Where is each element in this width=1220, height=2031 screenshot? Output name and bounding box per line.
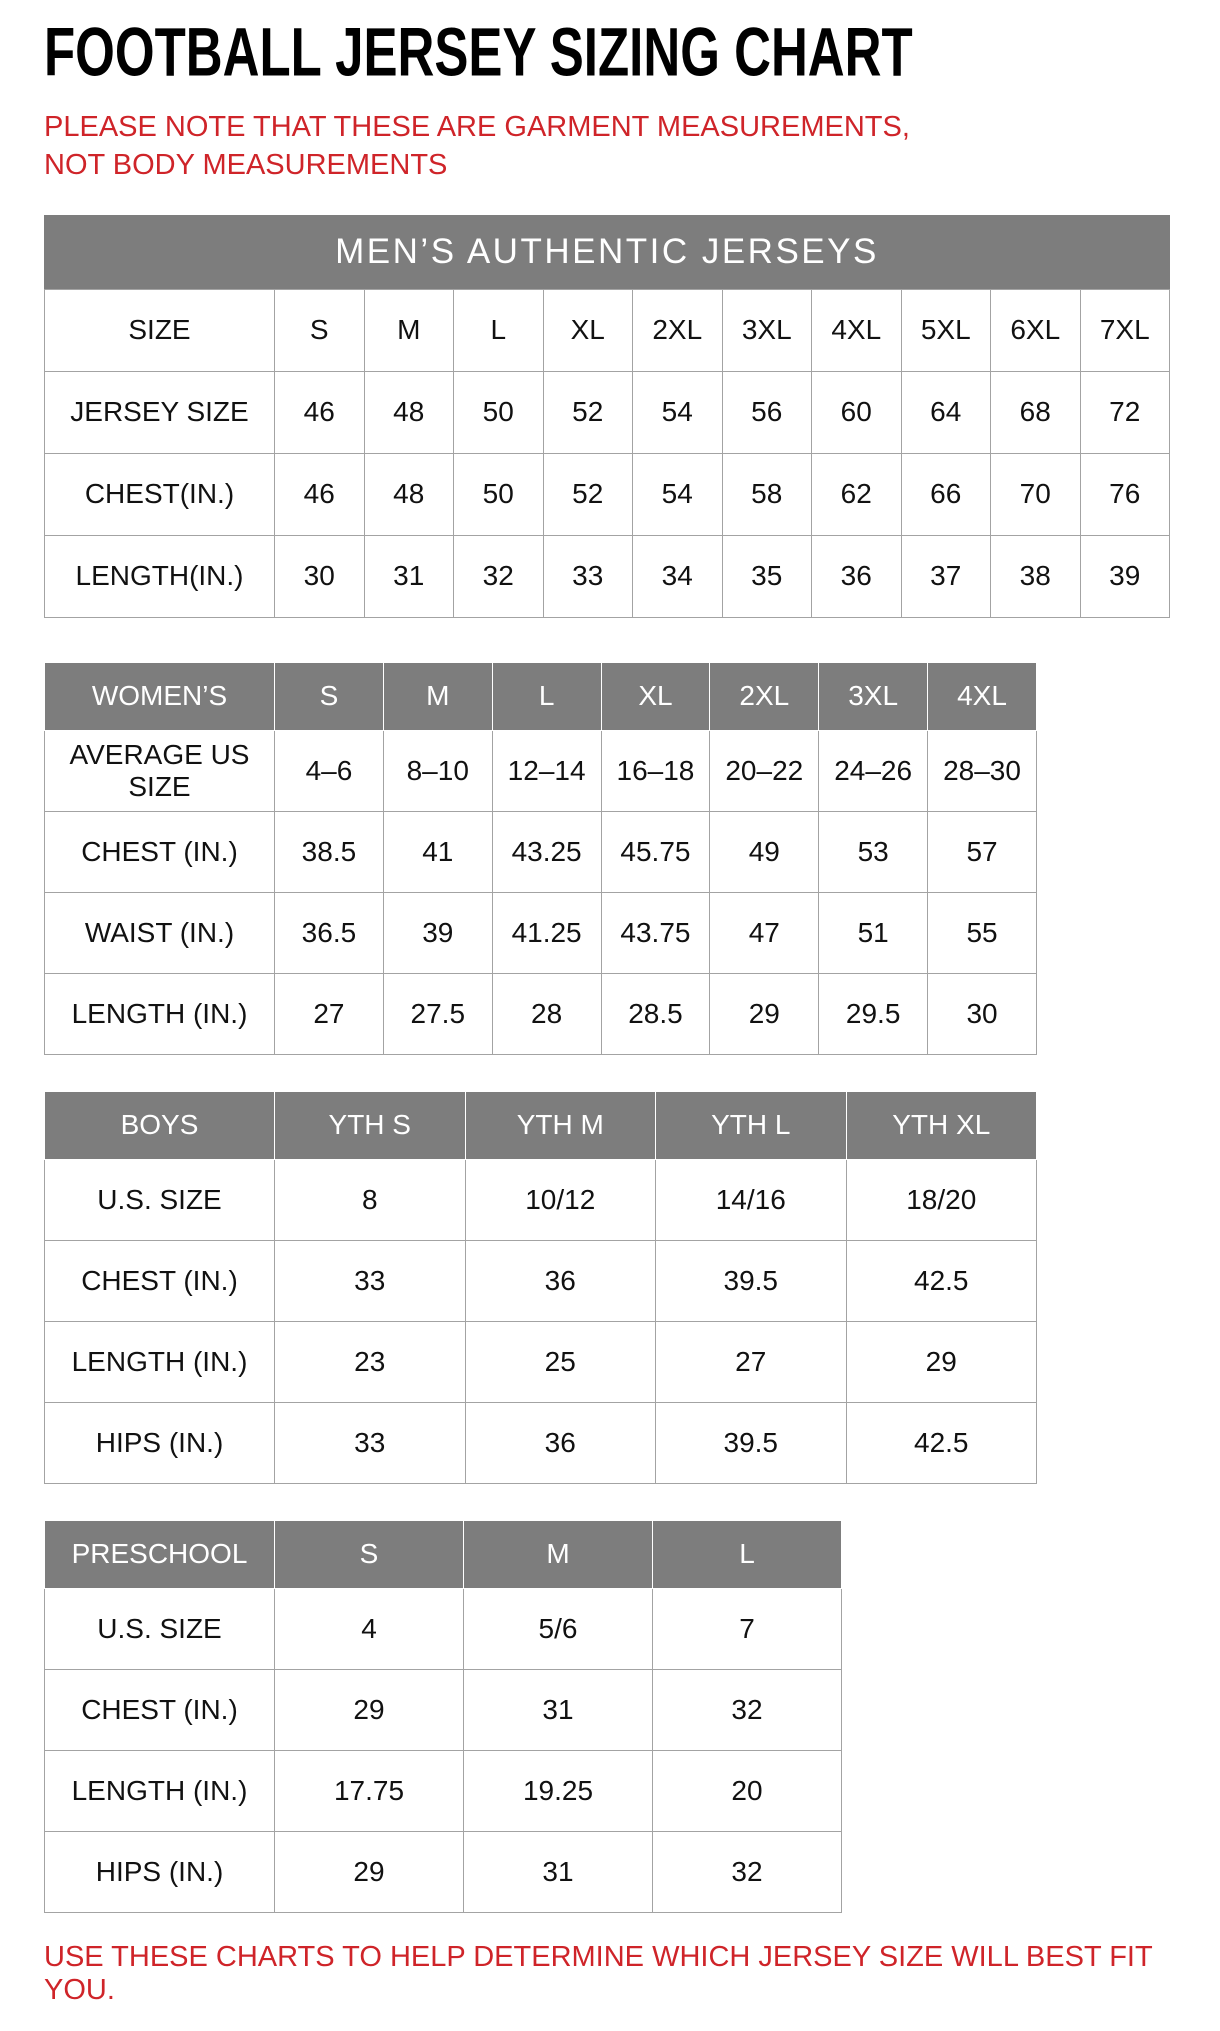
- table-cell: 62: [812, 453, 902, 535]
- table-row: [45, 1240, 1037, 1321]
- table-row: [45, 1669, 842, 1750]
- table-cell: 8: [275, 1159, 466, 1240]
- column-header: YTH M: [465, 1091, 656, 1159]
- table-cell: 29.5: [819, 973, 928, 1054]
- table-row: [45, 289, 1170, 371]
- table-cell: 33: [275, 1402, 466, 1483]
- preschool-sizing-table: [44, 1520, 842, 1913]
- table-cell: 64: [901, 371, 991, 453]
- preschool-table-section: [44, 1520, 1220, 1913]
- table-cell: 4–6: [275, 730, 384, 811]
- table-cell: 12–14: [492, 730, 601, 811]
- table-cell: 19.25: [464, 1750, 653, 1831]
- table-cell: S: [275, 289, 365, 371]
- column-header: L: [492, 662, 601, 730]
- row-label: CHEST (IN.): [45, 1240, 275, 1321]
- table-cell: 41: [383, 811, 492, 892]
- header-row: [45, 1091, 1037, 1159]
- column-header: S: [275, 662, 384, 730]
- row-label: LENGTH (IN.): [45, 1321, 275, 1402]
- table-cell: 36: [812, 535, 902, 617]
- row-label: HIPS (IN.): [45, 1831, 275, 1912]
- row-label: JERSEY SIZE: [45, 371, 275, 453]
- mens-table-banner: MEN’S AUTHENTIC JERSEYS: [44, 215, 1170, 289]
- column-header: 2XL: [710, 662, 819, 730]
- column-header: M: [464, 1520, 653, 1588]
- column-header: 3XL: [819, 662, 928, 730]
- table-cell: 28.5: [601, 973, 710, 1054]
- table-row: [45, 371, 1170, 453]
- table-cell: 35: [722, 535, 812, 617]
- table-cell: 55: [928, 892, 1037, 973]
- table-cell: 76: [1080, 453, 1170, 535]
- page-title: [44, 13, 1220, 100]
- table-cell: 28: [492, 973, 601, 1054]
- table-cell: 17.75: [275, 1750, 464, 1831]
- table-cell: 33: [543, 535, 633, 617]
- table-cell: 7XL: [1080, 289, 1170, 371]
- table-row: [45, 1750, 842, 1831]
- column-header: YTH L: [656, 1091, 847, 1159]
- table-cell: 32: [454, 535, 544, 617]
- table-cell: 5XL: [901, 289, 991, 371]
- table-cell: 7: [653, 1588, 842, 1669]
- table-row: [45, 453, 1170, 535]
- table-cell: 30: [928, 973, 1037, 1054]
- table-cell: 27.5: [383, 973, 492, 1054]
- table-cell: 31: [464, 1831, 653, 1912]
- page-title-text: FOOTBALL JERSEY SIZING CHART: [44, 13, 913, 91]
- table-cell: 51: [819, 892, 928, 973]
- table-cell: 18/20: [846, 1159, 1037, 1240]
- table-cell: 29: [710, 973, 819, 1054]
- table-row: [45, 1321, 1037, 1402]
- table-cell: 20: [653, 1750, 842, 1831]
- table-cell: 70: [991, 453, 1081, 535]
- table-cell: 25: [465, 1321, 656, 1402]
- table-cell: 52: [543, 453, 633, 535]
- mens-sizing-table: [44, 289, 1170, 618]
- table-cell: 31: [464, 1669, 653, 1750]
- table-cell: 2XL: [633, 289, 723, 371]
- header-row: [45, 1520, 842, 1588]
- column-header: YTH S: [275, 1091, 466, 1159]
- table-cell: 57: [928, 811, 1037, 892]
- table-cell: 36.5: [275, 892, 384, 973]
- table-row: [45, 1831, 842, 1912]
- table-cell: 60: [812, 371, 902, 453]
- row-label: CHEST (IN.): [45, 1669, 275, 1750]
- table-cell: L: [454, 289, 544, 371]
- table-cell: 32: [653, 1831, 842, 1912]
- table-cell: 58: [722, 453, 812, 535]
- table-cell: 34: [633, 535, 723, 617]
- table-cell: 36: [465, 1402, 656, 1483]
- table-cell: 54: [633, 371, 723, 453]
- table-cell: 39: [383, 892, 492, 973]
- table-cell: 43.25: [492, 811, 601, 892]
- table-cell: 52: [543, 371, 633, 453]
- boys-table-section: [44, 1091, 1220, 1484]
- table-row: [45, 1588, 842, 1669]
- column-header: XL: [601, 662, 710, 730]
- table-cell: XL: [543, 289, 633, 371]
- column-header: L: [653, 1520, 842, 1588]
- table-row: [45, 1402, 1037, 1483]
- table-cell: 32: [653, 1669, 842, 1750]
- table-cell: 38: [991, 535, 1081, 617]
- table-cell: 3XL: [722, 289, 812, 371]
- table-cell: 45.75: [601, 811, 710, 892]
- table-cell: 29: [275, 1669, 464, 1750]
- table-cell: 53: [819, 811, 928, 892]
- table-cell: 43.75: [601, 892, 710, 973]
- table-cell: 50: [454, 453, 544, 535]
- column-header: S: [275, 1520, 464, 1588]
- table-row: [45, 1159, 1037, 1240]
- row-label: BOYS: [45, 1091, 275, 1159]
- table-cell: 37: [901, 535, 991, 617]
- table-cell: 29: [275, 1831, 464, 1912]
- header-row: [45, 662, 1037, 730]
- table-cell: 5/6: [464, 1588, 653, 1669]
- table-row: [45, 811, 1037, 892]
- table-cell: 41.25: [492, 892, 601, 973]
- table-cell: 39.5: [656, 1240, 847, 1321]
- table-cell: 10/12: [465, 1159, 656, 1240]
- table-cell: 8–10: [383, 730, 492, 811]
- footer-note: USE THESE CHARTS TO HELP DETERMINE WHICH JERSEY SIZE WILL BEST FIT YOU.: [44, 1940, 1153, 2006]
- table-cell: 48: [364, 371, 454, 453]
- table-cell: 50: [454, 371, 544, 453]
- row-label: CHEST(IN.): [45, 453, 275, 535]
- column-header: 4XL: [928, 662, 1037, 730]
- row-label: LENGTH (IN.): [45, 1750, 275, 1831]
- table-cell: 29: [846, 1321, 1037, 1402]
- table-row: [45, 973, 1037, 1054]
- table-cell: 27: [275, 973, 384, 1054]
- row-label: WAIST (IN.): [45, 892, 275, 973]
- table-cell: 39.5: [656, 1402, 847, 1483]
- row-label: LENGTH(IN.): [45, 535, 275, 617]
- table-row: [45, 892, 1037, 973]
- table-cell: 4XL: [812, 289, 902, 371]
- garment-measurements-note: PLEASE NOTE THAT THESE ARE GARMENT MEASUREMENTS, NOT BODY MEASUREMENTS: [44, 111, 910, 182]
- table-cell: 72: [1080, 371, 1170, 453]
- table-cell: 68: [991, 371, 1081, 453]
- boys-sizing-table: [44, 1091, 1037, 1484]
- row-label: U.S. SIZE: [45, 1159, 275, 1240]
- table-cell: 6XL: [991, 289, 1081, 371]
- table-row: [45, 730, 1037, 811]
- table-cell: 54: [633, 453, 723, 535]
- table-cell: 48: [364, 453, 454, 535]
- row-label: LENGTH (IN.): [45, 973, 275, 1054]
- table-cell: 30: [275, 535, 365, 617]
- row-label: AVERAGE US SIZE: [45, 730, 275, 811]
- table-cell: 49: [710, 811, 819, 892]
- table-cell: 24–26: [819, 730, 928, 811]
- table-cell: 56: [722, 371, 812, 453]
- table-cell: 46: [275, 453, 365, 535]
- row-label: WOMEN’S: [45, 662, 275, 730]
- row-label: U.S. SIZE: [45, 1588, 275, 1669]
- table-cell: 42.5: [846, 1240, 1037, 1321]
- table-cell: 38.5: [275, 811, 384, 892]
- row-label: PRESCHOOL: [45, 1520, 275, 1588]
- mens-table-section: [44, 215, 1220, 618]
- row-label: CHEST (IN.): [45, 811, 275, 892]
- table-cell: 28–30: [928, 730, 1037, 811]
- table-cell: 36: [465, 1240, 656, 1321]
- table-row: [45, 535, 1170, 617]
- table-cell: M: [364, 289, 454, 371]
- row-label: HIPS (IN.): [45, 1402, 275, 1483]
- table-cell: 66: [901, 453, 991, 535]
- table-cell: 47: [710, 892, 819, 973]
- column-header: YTH XL: [846, 1091, 1037, 1159]
- table-cell: 46: [275, 371, 365, 453]
- column-header: M: [383, 662, 492, 730]
- table-cell: 42.5: [846, 1402, 1037, 1483]
- table-cell: 16–18: [601, 730, 710, 811]
- table-cell: 27: [656, 1321, 847, 1402]
- table-cell: 33: [275, 1240, 466, 1321]
- womens-table-section: [44, 662, 1220, 1055]
- table-cell: 4: [275, 1588, 464, 1669]
- row-label: SIZE: [45, 289, 275, 371]
- table-cell: 31: [364, 535, 454, 617]
- womens-sizing-table: [44, 662, 1037, 1055]
- table-cell: 23: [275, 1321, 466, 1402]
- table-cell: 39: [1080, 535, 1170, 617]
- table-cell: 14/16: [656, 1159, 847, 1240]
- table-cell: 20–22: [710, 730, 819, 811]
